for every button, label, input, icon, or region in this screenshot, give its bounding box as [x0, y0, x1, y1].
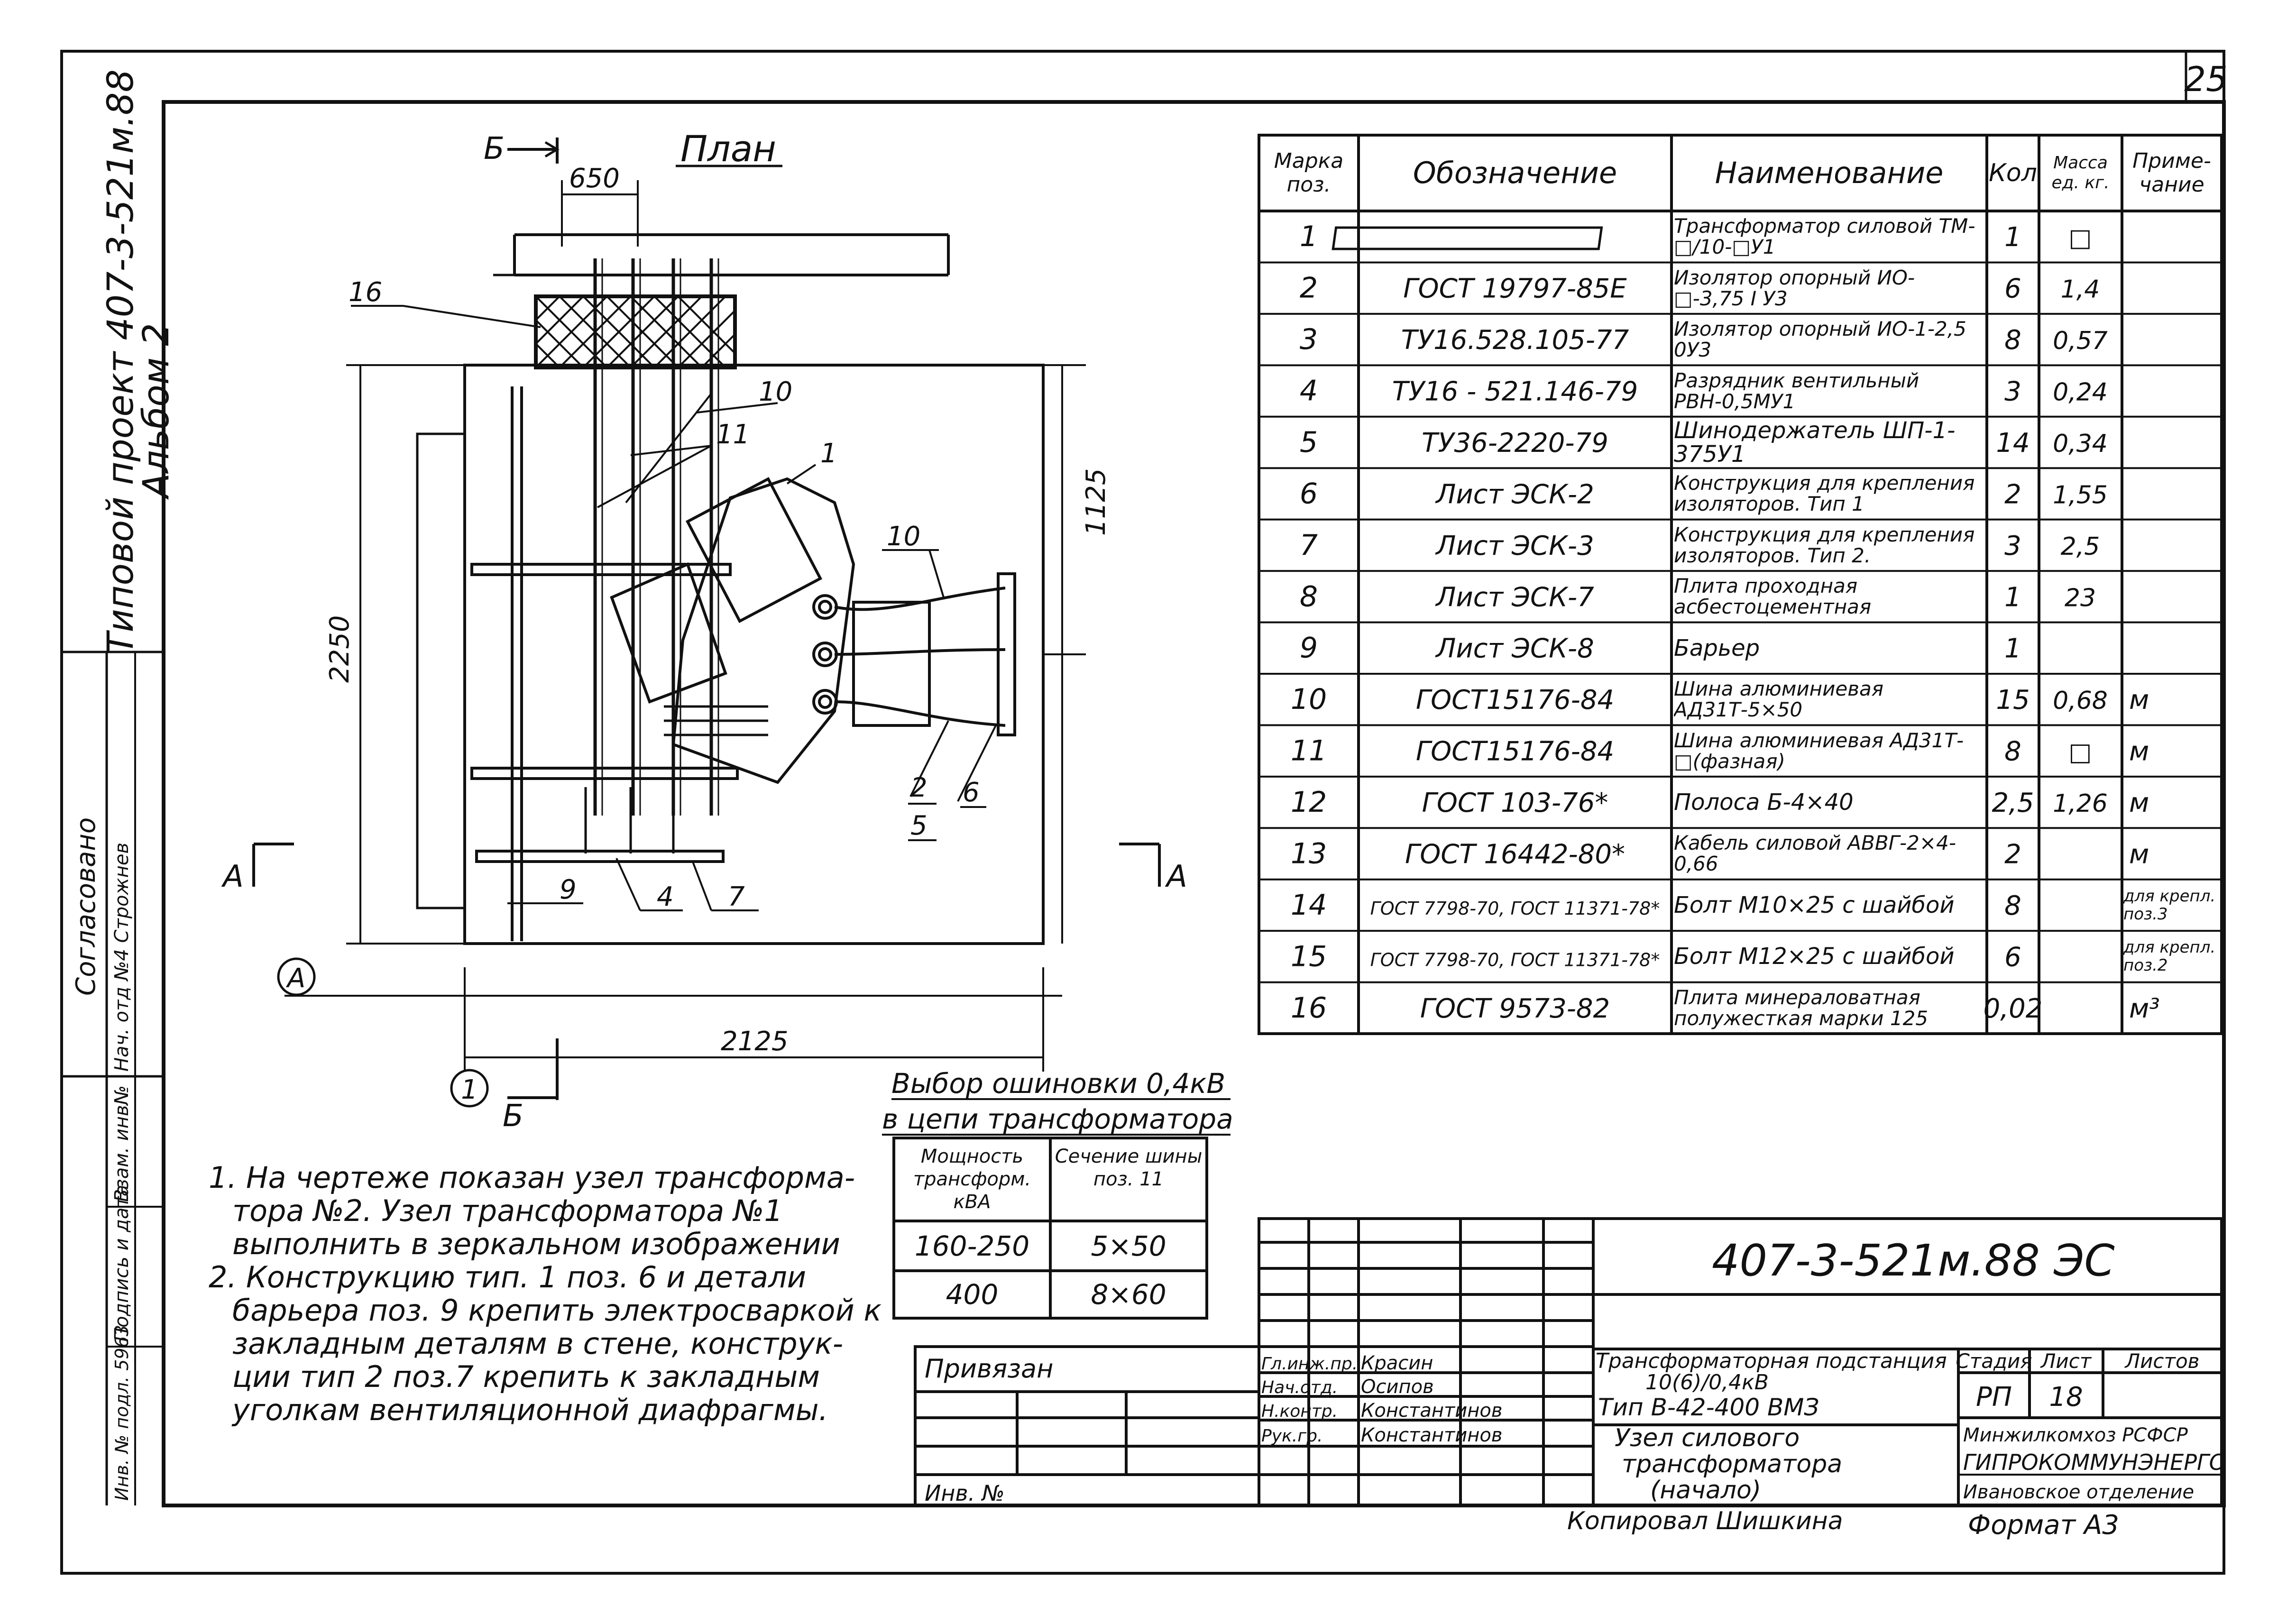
- spec-row-designation: ГОСТ 103-76*: [1422, 788, 1608, 819]
- spec-row-mass: 1,4: [2060, 275, 2100, 304]
- spec-row-pos: 8: [1299, 580, 1318, 614]
- spec-row-qty: 8: [2004, 890, 2021, 921]
- role-name: Осипов: [1361, 1376, 1434, 1398]
- spec-row-designation: Лист ЭСК-2: [1436, 479, 1594, 510]
- note-line-5: барьера поз. 9 крепить электросваркой к: [232, 1293, 882, 1328]
- spec-row-qty: 1: [2004, 222, 2021, 253]
- note-line-8: уголкам вентиляционной диафрагмы.: [232, 1393, 828, 1427]
- spec-row-name: Изолятор опорный ИО-□-3,75 I У3: [1674, 266, 1915, 310]
- spec-row-designation: ТУ16 - 521.146-79: [1392, 376, 1638, 407]
- side-cell-1: Взам. инв№: [111, 1085, 133, 1202]
- role-label: Гл.инж.пр.: [1261, 1354, 1358, 1374]
- bus-row2-section: 8×60: [1091, 1278, 1166, 1311]
- bus-title-2: в цепи трансформатора: [882, 1103, 1233, 1135]
- spec-row-name: Плита проходная асбестоцементная: [1674, 574, 1872, 619]
- org-2: ГИПРОКОММУНЭНЕРГО: [1963, 1450, 2226, 1475]
- spec-row-pos: 12: [1290, 786, 1327, 819]
- designation-blank-box: [1333, 228, 1601, 249]
- spec-row-name: Конструкция для крепления изоляторов. Тип 2.: [1674, 523, 1975, 567]
- spec-row-name: Шина алюминиевая АД31Т-5×50: [1674, 677, 1884, 722]
- role-label: Рук.гр.: [1261, 1426, 1323, 1446]
- bus-header-section: Сечение шины поз. 11: [1055, 1146, 1203, 1190]
- copied-by: Копировал Шишкина: [1567, 1507, 1843, 1535]
- project-title-3: Тип В-42-400 ВМЗ: [1598, 1394, 1819, 1421]
- note-line-4: 2. Конструкцию тип. 1 поз. 6 и детали: [209, 1260, 807, 1294]
- spec-row-designation: ГОСТ15176-84: [1415, 736, 1615, 767]
- document-code: 407-3-521м.88 ЭС: [1712, 1235, 2115, 1286]
- spec-row-designation: ГОСТ 9573-82: [1420, 993, 1610, 1024]
- spec-table: [1259, 135, 2222, 1034]
- spec-header-4: Масса ед. кг.: [2051, 153, 2110, 193]
- role-label: Н.контр.: [1261, 1402, 1338, 1421]
- spec-row-mass: □: [2068, 224, 2092, 253]
- spec-row-name: Болт М10×25 с шайбой: [1674, 891, 1955, 918]
- spec-row-note: м: [2129, 788, 2149, 819]
- spec-row-name: Шина алюминиевая АД31Т-□(фазная): [1674, 728, 1964, 773]
- spec-row-name: Полоса Б-4×40: [1674, 789, 1854, 816]
- project-title-1: Трансформаторная подстанция: [1596, 1349, 1947, 1373]
- spec-header-0: Марка поз.: [1274, 149, 1344, 197]
- spec-row-mass: 0,24: [2053, 378, 2108, 407]
- callout-5: 5: [910, 810, 928, 841]
- spec-row-note: м³: [2129, 993, 2160, 1024]
- spec-row-pos: 3: [1299, 323, 1318, 357]
- org-3: Ивановское отделение: [1963, 1481, 2195, 1503]
- spec-row-qty: 2: [2004, 479, 2021, 510]
- side-cell-2: Подпись и дата: [111, 1184, 133, 1342]
- spec-row-pos: 15: [1290, 940, 1327, 973]
- spec-row-designation: Лист ЭСК-3: [1436, 530, 1594, 561]
- bus-title-1: Выбор ошиновки 0,4кВ: [891, 1067, 1226, 1100]
- spec-row-name: Болт М12×25 с шайбой: [1674, 943, 1955, 970]
- plan-title: План: [680, 128, 776, 170]
- spec-row-designation: ГОСТ 16442-80*: [1405, 839, 1625, 870]
- bus-header-power: Мощность трансформ. кВА: [913, 1146, 1031, 1213]
- project-title-2: 10(6)/0,4кВ: [1645, 1370, 1769, 1395]
- bus-row1-power: 160-250: [914, 1230, 1030, 1262]
- spec-row-mass: 1,55: [2053, 481, 2108, 510]
- side-agreed: Согласовано: [71, 817, 101, 996]
- callout-6: 6: [963, 777, 980, 808]
- dim-650: 650: [569, 163, 620, 194]
- spec-row-mass: 0,57: [2053, 327, 2108, 356]
- spec-row-qty: 2: [2004, 839, 2021, 870]
- spec-row-mass: 0,34: [2053, 429, 2108, 458]
- sheet-label: Лист: [2040, 1349, 2092, 1373]
- spec-row-designation: ГОСТ15176-84: [1415, 685, 1615, 716]
- notes: [209, 1160, 882, 1427]
- spec-row-name: Трансформатор силовой ТМ-□/10-□У1: [1674, 214, 1975, 259]
- spec-row-mass: 0,68: [2053, 687, 2108, 716]
- spec-row-designation: Лист ЭСК-7: [1436, 582, 1594, 613]
- spec-row-mass: 1,26: [2053, 789, 2108, 818]
- sheets-label: Листов: [2125, 1349, 2200, 1373]
- spec-row-name: Конструкция для крепления изоляторов. Тип 1: [1674, 471, 1975, 516]
- dim-2125: 2125: [721, 1026, 789, 1057]
- spec-row-qty: 6: [2004, 942, 2021, 973]
- sheet-value: 18: [2049, 1382, 2083, 1413]
- privyazan-label: Привязан: [925, 1354, 1054, 1384]
- callout-16: 16: [349, 277, 383, 308]
- section-mark-top: Б: [484, 131, 505, 166]
- callout-1: 1: [820, 438, 837, 469]
- spec-row-qty: 8: [2004, 325, 2021, 356]
- section-a-right: А: [1166, 859, 1187, 894]
- spec-row-qty: 6: [2004, 273, 2021, 304]
- stage-label: Стадия: [1956, 1349, 2032, 1373]
- spec-row-qty: 8: [2004, 736, 2021, 767]
- spec-row-qty: 3: [2004, 530, 2021, 561]
- spec-row-pos: 11: [1290, 734, 1327, 768]
- note-line-7: ции тип 2 поз.7 крепить к закладным: [232, 1359, 820, 1394]
- note-line-6: закладным деталям в стене, конструк-: [232, 1326, 844, 1361]
- role-name: Красин: [1361, 1352, 1433, 1374]
- dim-2250: 2250: [324, 615, 355, 683]
- spec-row-name: Разрядник вентильный РВН-0,5МУ1: [1674, 368, 1919, 413]
- spec-row-note: для крепл. поз.2: [2123, 938, 2216, 975]
- spec-row-qty: 2,5: [1992, 788, 2034, 819]
- plan-drawing: [221, 128, 1187, 1134]
- role-name: Константинов: [1361, 1400, 1503, 1422]
- spec-row-designation: ТУ16.528.105-77: [1401, 325, 1629, 356]
- spec-row-mass: 23: [2064, 584, 2096, 613]
- page-number: 25: [2184, 59, 2228, 99]
- bus-row2-power: 400: [946, 1278, 999, 1311]
- spec-header-2: Наименование: [1715, 156, 1944, 190]
- spec-row-qty: 0,02: [1983, 993, 2043, 1024]
- spec-row-designation: ТУ36-2220-79: [1422, 427, 1608, 459]
- role-label: Нач.отд.: [1261, 1378, 1338, 1397]
- stage-value: РП: [1976, 1382, 2012, 1413]
- spec-row-pos: 9: [1299, 631, 1318, 665]
- inv-label: Инв. №: [925, 1480, 1005, 1506]
- spec-row-name: Плита минераловатная полужесткая марки 125: [1674, 985, 1929, 1030]
- spec-row-qty: 1: [2004, 633, 2021, 664]
- axis-a: А: [287, 963, 306, 994]
- spec-row-name: Изолятор опорный ИО-1-2,5 0У3: [1674, 317, 1966, 362]
- spec-row-note: м: [2129, 685, 2149, 716]
- spec-row-mass: 2,5: [2060, 532, 2100, 561]
- spec-row-note: для крепл. поз.3: [2123, 886, 2216, 924]
- spec-row-name: Барьер: [1674, 634, 1760, 661]
- sheet-title-3: (начало): [1650, 1476, 1762, 1505]
- callout-4: 4: [657, 881, 674, 912]
- callout-10a: 10: [759, 376, 793, 407]
- spec-row-pos: 4: [1299, 374, 1318, 408]
- spec-row-pos: 14: [1290, 888, 1327, 922]
- callout-2: 2: [910, 772, 928, 803]
- note-line-3: выполнить в зеркальном изображении: [232, 1227, 840, 1261]
- spec-row-note: м: [2129, 839, 2149, 870]
- spec-row-pos: 16: [1290, 991, 1327, 1025]
- dim-1125: 1125: [1081, 468, 1111, 536]
- page-number-box: [2184, 51, 2228, 102]
- spec-row-pos: 1: [1299, 220, 1318, 254]
- bus-table: [882, 1067, 1233, 1318]
- format-label: Формат А3: [1968, 1510, 2119, 1541]
- callout-10b: 10: [887, 521, 921, 552]
- bus-row1-section: 5×50: [1091, 1230, 1166, 1262]
- spec-row-name: Кабель силовой АВВГ-2×4-0,66: [1674, 831, 1956, 876]
- axis-1: 1: [461, 1074, 478, 1105]
- side-title-block: [62, 69, 177, 1505]
- side-project-title: Типовой проект 407-3-521м.88: [99, 69, 141, 654]
- spec-row-mass: □: [2068, 738, 2092, 767]
- sheet-title-2: трансформатора: [1622, 1450, 1843, 1478]
- spec-header-5: Приме- чание: [2132, 149, 2211, 197]
- spec-row-pos: 2: [1299, 271, 1318, 305]
- role-name: Константинов: [1361, 1424, 1503, 1446]
- spec-header-1: Обозначение: [1413, 156, 1617, 190]
- spec-row-designation: ГОСТ 7798-70, ГОСТ 11371-78*: [1370, 898, 1660, 919]
- note-line-1: 1. На чертеже показан узел трансформа-: [209, 1160, 855, 1195]
- callout-7: 7: [728, 881, 745, 912]
- spec-row-qty: 3: [2004, 376, 2021, 407]
- callout-9: 9: [560, 874, 577, 905]
- side-album: Альбом 2: [135, 323, 177, 498]
- spec-row-name: Шинодержатель ШП-1-375У1: [1674, 417, 1956, 468]
- spec-row-designation: ГОСТ 7798-70, ГОСТ 11371-78*: [1370, 949, 1660, 971]
- spec-row-designation: ГОСТ 19797-85Е: [1403, 273, 1627, 304]
- org-1: Минжилкомхоз РСФСР: [1963, 1424, 2188, 1446]
- spec-row-pos: 10: [1290, 683, 1327, 716]
- spec-row-pos: 5: [1299, 425, 1318, 459]
- callout-11: 11: [716, 419, 750, 450]
- side-agreed-by: Нач. отд №4 Строжнев: [111, 842, 133, 1072]
- spec-row-designation: Лист ЭСК-8: [1436, 633, 1594, 664]
- spec-row-qty: 15: [1996, 685, 2030, 716]
- spec-row-pos: 13: [1290, 837, 1327, 871]
- section-a-left: А: [223, 859, 244, 894]
- section-mark-bottom: Б: [503, 1099, 523, 1134]
- side-cell-3: Инв. № подл. 5963: [111, 1325, 132, 1501]
- spec-row-qty: 1: [2004, 582, 2021, 613]
- spec-row-pos: 7: [1299, 528, 1318, 562]
- spec-row-qty: 14: [1996, 427, 2030, 459]
- note-line-2: тора №2. Узел трансформатора №1: [232, 1193, 783, 1228]
- sheet-title-1: Узел силового: [1615, 1424, 1800, 1452]
- spec-header-3: Кол: [1989, 159, 2037, 187]
- spec-row-note: м: [2129, 736, 2149, 767]
- spec-row-pos: 6: [1299, 477, 1318, 511]
